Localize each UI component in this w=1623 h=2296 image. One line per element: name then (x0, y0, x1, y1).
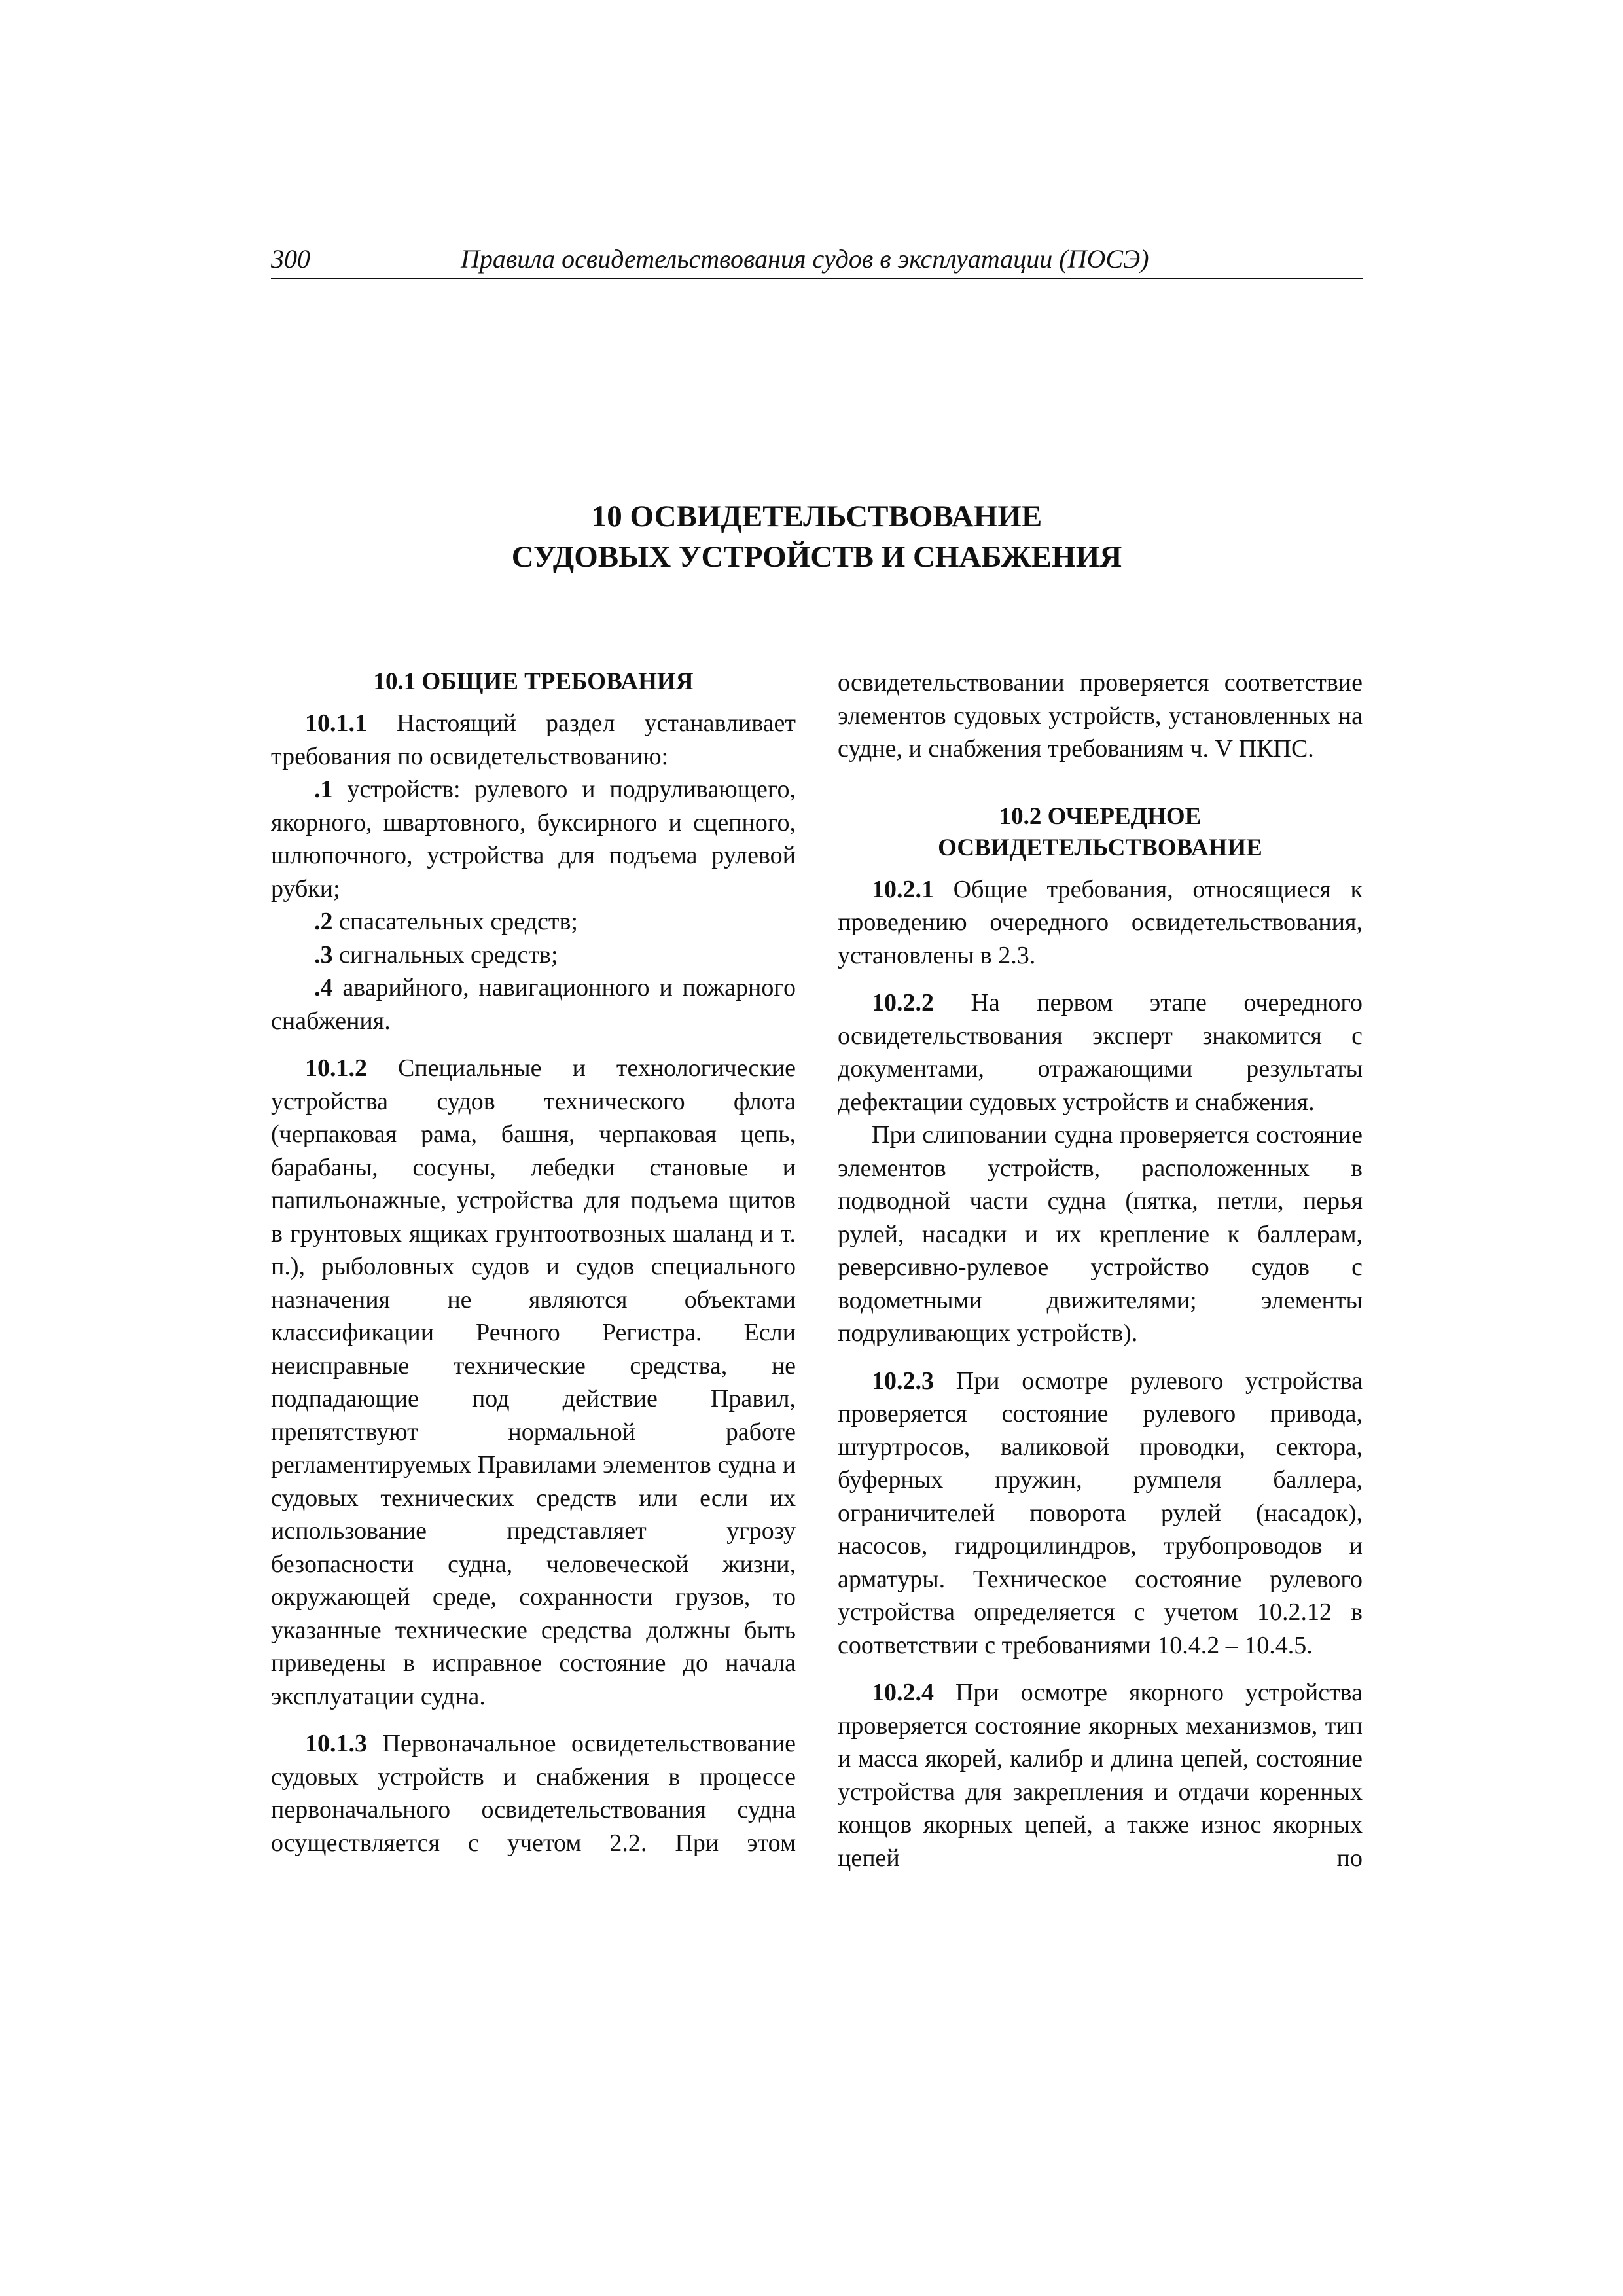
item-number: .1 (314, 776, 333, 803)
paragraph-10-2-1 (838, 873, 1363, 973)
paragraph-text: При осмотре рулевого устройства проверяется состояние рулевого привода, штуртросов, валиковой проводки, сектора, буферных пружин, румпеля баллера, ограничителей поворота рулей (насадок), насосов, гидроцилиндров, трубопроводов и арматуры. Техническое состояние рулевого устройства определяется с учетом 10.2.12 в соответствии с требованиями 10.4.2 – 10.4.5. (838, 1367, 1363, 1659)
section-heading-10-2-line-1: 10.2 ОЧЕРЕДНОЕ (999, 802, 1202, 830)
paragraph-text: На первом этапе очередного освидетельствования эксперт знакомится с документами, отражающими результаты дефектации судовых устройств и снабжения. (838, 989, 1363, 1116)
running-header (271, 243, 1363, 279)
paragraph-10-1-3-continuation: освидетельствовании проверяется соответствие элементов судовых устройств, установленных на судне, и снабжения требованиям ч. V ПКПС. (838, 669, 1363, 762)
list-item (271, 773, 796, 905)
spacer (271, 1713, 796, 1727)
chapter-title-line-1: 10 ОСВИДЕТЕЛЬСТВОВАНИЕ (591, 499, 1043, 533)
paragraph-text: Специальные и технологические устройства судов технического флота (черпаковая рама, башня, черпаковая цепь, барабаны, сосуны, лебедки становые и папильонажные, устройства для подъема щитов в грунтовых ящиках грунтоотвозных шаланд и т. п.), рыболовных судов и судов специального назначения не являются объектами классификации Речного Регистра. Если неисправные технические средства, не подпадающие под действие Правил, препятствуют нормальной работе регламентируемых Правилами элементов судна и судовых технических средств или если их использование представляет угрозу безопасности судна, человеческой жизни, окружающей среде, сохранности грузов, то указанные технические средства должны быть приведены в исправное состояние до начала эксплуатации судна. (271, 1054, 796, 1710)
spacer (838, 1350, 1363, 1365)
paragraph-10-1-3 (271, 1727, 796, 1859)
paragraph-10-2-3 (838, 1365, 1363, 1662)
item-number: .3 (314, 941, 333, 969)
paragraph-10-2-2-continuation: При слиповании судна проверяется состояние элементов устройств, расположенных в подводной части судна (пятка, петли, перья рулей, насадки и их крепление к баллерам, реверсивно-рулевое устройство судов с водометными движителями; элементы подруливающих устройств). (838, 1121, 1363, 1347)
clause-number: 10.2.1 (872, 875, 934, 903)
item-text: аварийного, навигационного и пожарного снабжения. (271, 974, 796, 1035)
spacer (838, 766, 1363, 801)
section-heading-10-1 (271, 666, 796, 698)
paragraph-text: Настоящий раздел устанавливает требования по освидетельствованию: (271, 709, 796, 770)
paragraph-text: Первоначальное освидетельствование судовых устройств и снабжения в процессе первоначального освидетельствования судна осуществляется с учетом 2.2. При этом (271, 1730, 796, 1857)
clause-number: 10.1.1 (305, 709, 367, 737)
paragraph-text: При осмотре якорного устройства проверяется состояние якорных механизмов, тип и масса якорей, калибр и длина цепей, состояние устройства для закрепления и отдачи коренных концов якорных цепей, а также износ якорных цепей по (838, 1679, 1363, 1872)
chapter-title-line-2: СУДОВЫХ УСТРОЙСТВ И СНАБЖЕНИЯ (511, 540, 1122, 574)
running-title: Правила освидетельствования судов в эксплуатации (ПОСЭ) (461, 244, 1149, 274)
clause-number: 10.2.3 (872, 1367, 934, 1395)
item-text: спасательных средств; (332, 908, 578, 935)
section-heading-10-1-text: 10.1 ОБЩИЕ ТРЕБОВАНИЯ (373, 668, 694, 695)
clause-number: 10.1.2 (305, 1054, 367, 1082)
item-text: устройств: рулевого и подруливающего, якорного, швартовного, буксирного и сцепного, шлюпочного, устройства для подъема рулевой рубки; (271, 776, 796, 903)
section-heading-10-2-line-2: ОСВИДЕТЕЛЬСТВОВАНИЕ (938, 834, 1262, 861)
list-item (271, 905, 796, 939)
spacer (838, 972, 1363, 986)
list-item (271, 939, 796, 972)
section-heading-10-2 (838, 801, 1363, 864)
clause-number: 10.2.2 (872, 989, 934, 1016)
item-number: .2 (314, 908, 333, 935)
paragraph-10-1-1 (271, 707, 796, 773)
paragraph-10-2-4 (838, 1676, 1363, 1874)
page-number: 300 (271, 244, 310, 274)
chapter-title (271, 496, 1363, 577)
item-number: .4 (314, 974, 333, 1001)
item-text: сигнальных средств; (332, 941, 558, 969)
clause-number: 10.1.3 (305, 1730, 367, 1757)
spacer (838, 1662, 1363, 1676)
clause-number: 10.2.4 (872, 1679, 934, 1706)
paragraph-10-1-2 (271, 1052, 796, 1713)
left-column (271, 666, 796, 1859)
spacer (271, 1037, 796, 1052)
paragraph-text: Общие требования, относящиеся к проведению очередного освидетельствования, установлены в 2.3. (838, 875, 1363, 969)
paragraph-10-2-2 (838, 986, 1363, 1119)
right-column (838, 666, 1363, 1874)
list-item (271, 971, 796, 1037)
